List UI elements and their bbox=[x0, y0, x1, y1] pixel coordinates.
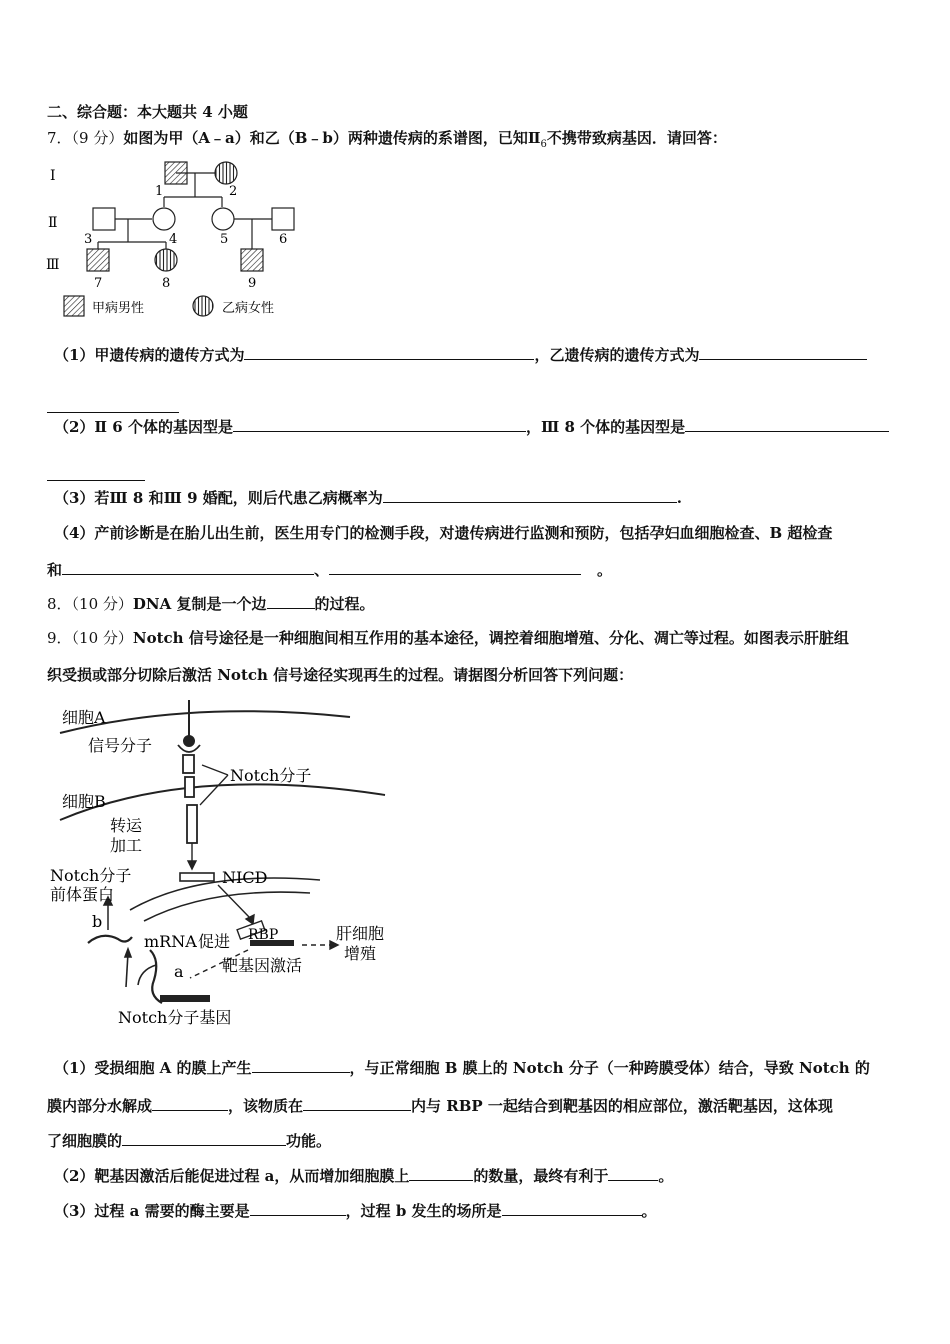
q7-part1-blank-1[interactable] bbox=[244, 345, 534, 360]
notch-receptor bbox=[178, 745, 200, 843]
signal-molecule bbox=[184, 700, 194, 746]
q7-part3-text-a: （3）若Ⅲ 8 和Ⅲ 9 婚配，则后代患乙病概率为 bbox=[54, 489, 383, 507]
pedigree-chart bbox=[40, 155, 320, 325]
section-title: 二、综合题：本大题共 4 小题 bbox=[47, 103, 248, 121]
q9-part2 bbox=[54, 1166, 673, 1186]
q7-part4-text-c: 、 bbox=[314, 561, 330, 579]
q9-points: （10 分） bbox=[71, 629, 133, 647]
mrna-strand-cytoplasm bbox=[88, 936, 132, 943]
generation-label-2: Ⅱ bbox=[48, 215, 58, 231]
q7-part3 bbox=[54, 488, 682, 508]
individual-label-4: 4 bbox=[169, 232, 178, 247]
q7-part2 bbox=[54, 417, 889, 437]
q7-part4-text-d: 。 bbox=[597, 561, 613, 579]
generation-label-1: Ⅰ bbox=[50, 168, 56, 184]
label-precursor-1: Notch分子 bbox=[50, 866, 132, 885]
notch-gene-dna bbox=[160, 995, 210, 1002]
q9-number: 9． bbox=[47, 629, 72, 647]
q9-part1-text-f: 了细胞膜的 bbox=[47, 1132, 123, 1150]
q7-number: 7． bbox=[47, 129, 72, 147]
q9-part2-text-c: 。 bbox=[658, 1167, 674, 1185]
q7-part2-blank-1[interactable] bbox=[233, 417, 526, 432]
label-processing: 加工 bbox=[110, 836, 143, 855]
generation-label-3: Ⅲ bbox=[46, 257, 60, 273]
cell-b-membrane bbox=[60, 784, 385, 820]
individual-label-2: 2 bbox=[229, 184, 238, 199]
q9-part1-text-e: 内与 RBP 一起结合到靶基因的相应部位，激活靶基因，这体现 bbox=[411, 1097, 833, 1115]
q7-part1-text-a: （1）甲遗传病的遗传方式为 bbox=[54, 346, 245, 364]
q9-part1-line2 bbox=[47, 1096, 833, 1116]
label-notch-molecule: Notch分子 bbox=[230, 766, 312, 785]
q8-text-b: 的过程。 bbox=[314, 595, 375, 613]
individual-7-male-affected-a bbox=[87, 249, 109, 271]
q8-number: 8． bbox=[47, 595, 72, 613]
label-liver-2: 增殖 bbox=[344, 944, 377, 963]
q7-stem bbox=[47, 128, 727, 155]
legend-male-a-label: 甲病男性 bbox=[92, 301, 145, 316]
nuclear-envelope-inner bbox=[144, 892, 310, 921]
q9-stem-text-1: Notch 信号途径是一种细胞间相互作用的基本途径，调控着细胞增殖、分化、凋亡等过程。如图表示肝脏组 bbox=[132, 629, 849, 647]
individual-8-female-affected-b bbox=[155, 249, 177, 271]
q9-part3-blank-2[interactable] bbox=[502, 1201, 642, 1216]
q9-part3-blank-1[interactable] bbox=[250, 1201, 346, 1216]
label-cell-b: 细胞B bbox=[62, 792, 106, 811]
individual-2-female-affected-b bbox=[215, 162, 237, 184]
q9-part1-line3 bbox=[47, 1131, 331, 1151]
q7-stem-text-a: 如图为甲（A﹣a）和乙（B﹣b）两种遗传病的系谱图，已知Ⅱ bbox=[123, 129, 541, 147]
q7-part4-line1: （4）产前诊断是在胎儿出生前，医生用专门的检测手段，对遗传病进行监测和预防，包括孕妇血细胞检查、B 超检查 bbox=[54, 524, 833, 542]
q7-stem-subscript: 6 bbox=[540, 139, 547, 150]
label-precursor-2: 前体蛋白 bbox=[50, 885, 115, 904]
q9-part1-blank-4[interactable] bbox=[122, 1131, 286, 1146]
label-rbp: RBP bbox=[248, 927, 279, 943]
q9-part1-blank-1[interactable] bbox=[252, 1058, 350, 1073]
q7-part1-blank-2-continued[interactable] bbox=[47, 398, 179, 417]
q7-part3-blank[interactable] bbox=[383, 488, 677, 503]
q7-part4-line2 bbox=[47, 560, 612, 580]
individual-label-3: 3 bbox=[84, 232, 93, 247]
label-liver-1: 肝细胞 bbox=[336, 924, 385, 943]
q9-stem-line1 bbox=[47, 628, 849, 648]
individual-label-6: 6 bbox=[279, 232, 288, 247]
individual-1-male-affected-a bbox=[165, 162, 187, 184]
q7-points: （9 分） bbox=[71, 129, 124, 147]
label-process-a: a bbox=[174, 962, 184, 981]
q9-part3-text-a: （3）过程 a 需要的酶主要是 bbox=[54, 1202, 250, 1220]
q9-part1-line1 bbox=[54, 1058, 870, 1078]
q8-text-a: DNA 复制是一个边 bbox=[132, 595, 267, 613]
q9-part1-text-a: （1）受损细胞 A 的膜上产生 bbox=[54, 1059, 252, 1077]
q9-part1-text-b: ，与正常细胞 B 膜上的 Notch 分子（一种跨膜受体）结合，导致 Notch 的 bbox=[349, 1059, 870, 1077]
notch-pathway-diagram bbox=[40, 695, 400, 1035]
q9-part2-text-b: 的数量，最终有利于 bbox=[473, 1167, 609, 1185]
q9-stem-line2: 织受损或部分切除后激活 Notch 信号途径实现再生的过程。请据图分析回答下列问题： bbox=[47, 666, 634, 684]
individual-label-7: 7 bbox=[94, 276, 103, 291]
q8-points: （10 分） bbox=[71, 595, 133, 613]
q9-part3-text-c: 。 bbox=[641, 1202, 657, 1220]
q7-part4-blank-1[interactable] bbox=[62, 560, 314, 575]
label-signal-molecule: 信号分子 bbox=[88, 736, 153, 755]
label-mrna: mRNA bbox=[144, 932, 197, 951]
label-nicd: NICD bbox=[222, 868, 268, 887]
label-cell-a: 细胞A bbox=[62, 708, 106, 727]
q7-part2-text-b: ，Ⅲ 8 个体的基因型是 bbox=[525, 418, 686, 436]
q9-part3-text-b: ，过程 b 发生的场所是 bbox=[345, 1202, 502, 1220]
q7-part4-blank-2[interactable] bbox=[329, 560, 581, 575]
individual-label-1: 1 bbox=[155, 184, 164, 199]
individual-label-9: 9 bbox=[248, 276, 257, 291]
q7-part4-text-b: 和 bbox=[47, 561, 63, 579]
q9-part2-blank-2[interactable] bbox=[608, 1166, 658, 1181]
q9-part1-text-d: ，该物质在 bbox=[228, 1097, 304, 1115]
nicd-block bbox=[180, 873, 214, 881]
q7-part2-blank-2-continued[interactable] bbox=[47, 466, 145, 485]
q7-part1 bbox=[54, 345, 867, 365]
individual-5-female bbox=[212, 208, 234, 230]
label-process-b: b bbox=[92, 912, 103, 931]
individual-6-male bbox=[272, 208, 294, 230]
q9-part2-blank-1[interactable] bbox=[409, 1166, 473, 1181]
q8 bbox=[47, 594, 375, 614]
label-notch-gene: Notch分子基因 bbox=[118, 1008, 232, 1027]
q7-part1-text-b: ，乙遗传病的遗传方式为 bbox=[534, 346, 700, 364]
legend-female-b-swatch bbox=[193, 296, 213, 316]
label-target-gene-activation: 靶基因激活 bbox=[222, 956, 303, 975]
q9-part1-text-g: 功能。 bbox=[286, 1132, 332, 1150]
legend-male-a-swatch bbox=[64, 296, 84, 316]
q7-part2-text-a: （2）Ⅱ 6 个体的基因型是 bbox=[54, 418, 233, 436]
q9-part1-blank-3[interactable] bbox=[303, 1096, 411, 1111]
q9-part1-blank-2[interactable] bbox=[152, 1096, 228, 1111]
q7-stem-text-b: 不携带致病基因．请回答： bbox=[546, 129, 727, 147]
individual-9-male-affected-a bbox=[241, 249, 263, 271]
label-promote: 促进 bbox=[198, 932, 231, 951]
individual-3-male bbox=[93, 208, 115, 230]
individual-label-8: 8 bbox=[162, 276, 171, 291]
legend-female-b-label: 乙病女性 bbox=[222, 301, 275, 316]
individual-label-5: 5 bbox=[220, 232, 229, 247]
q7-part1-blank-2[interactable] bbox=[699, 345, 867, 360]
label-transport: 转运 bbox=[110, 816, 143, 835]
q9-part3 bbox=[54, 1201, 657, 1221]
q9-part2-text-a: （2）靶基因激活后能促进过程 a，从而增加细胞膜上 bbox=[54, 1167, 410, 1185]
individual-4-female bbox=[153, 208, 175, 230]
q7-part3-text-b: . bbox=[676, 489, 682, 507]
q8-blank[interactable] bbox=[267, 594, 315, 609]
q7-part2-blank-2[interactable] bbox=[685, 417, 889, 432]
q9-part1-text-c: 膜内部分水解成 bbox=[47, 1097, 153, 1115]
